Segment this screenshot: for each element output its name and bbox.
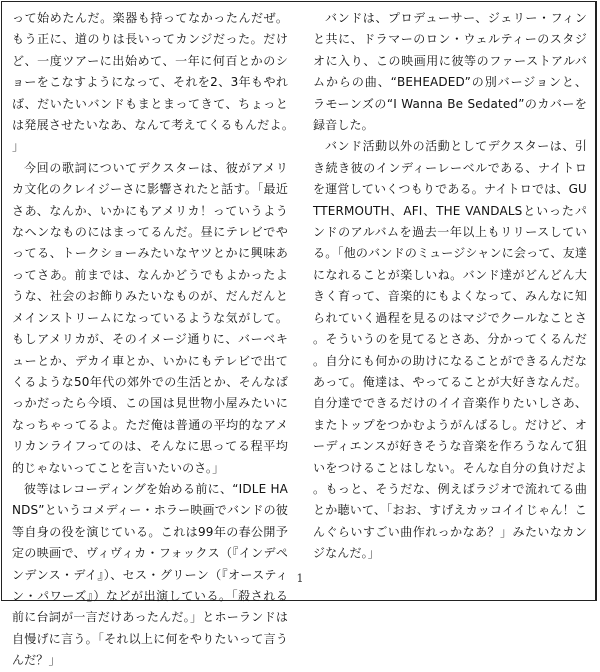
left-paragraph-2: 今回の歌詞についてデクスターは、彼がアメリカ文化のクレイジーさに影響されたと話す。「最近さあ、なんか、いかにもアメリカ！っていうようなヘンなものにはまってるんだ。昼にテレビでやってる、トークショーみたいなヤツとかに興味あってさあ。前までは、なんかどうでもよかったような、社会のお飾りみたいなものが、だんだんとメインストリームになっているような気がして。もしアメリカが、そのイメージ通りに、バーベキューとか、デカイ車とか、いかにもテレビで出てくるような50年代の郊外での生活とか、そんなばっかだったら今頃、この国は見世物小屋みたいになっちゃってるよ。ただ俺は普通の平均的なアメリカンライフってのは、そんなに思ってる程平均的じゃないってことを言いたいのさ。」 xyxy=(12,160,288,475)
left-paragraph-3: 彼等はレコーディングを始める前に、“IDLE HANDS”というコメディー・ホラー映画でバンドの彼等自身の役を演じている。これは99年の春公開予定の映画で、ヴィヴィカ・フォックス（『インデペンデンス・デイ』）、セス・グリーン（『オースティン・パワーズ』）などが出演している。「殺される前に台詞が一言だけあったんだ。」とホーランドは自慢げに言う。「それ以上に何をやりたいって言うんだ？」 xyxy=(12,481,288,668)
left-paragraph-1: って始めたんだ。楽器も持ってなかったんだぜ。もう正に、道のりは長いってカンジだった。だけど、一度ツアーに出始めて、一年に何百とかのショーをこなすようになって、それを2、3年もやれば、だいたいバンドもまとまってきて、ちょっとは発展させたいなあ、なんて考えてくるもんだよ。」 xyxy=(12,11,288,154)
page-number: 1 xyxy=(296,572,304,585)
right-text-column xyxy=(313,8,587,565)
right-paragraph-1: バンドは、プロデューサー、ジェリー・フィンと共に、ドラマーのロン・ウェルティーのスタジオに入り、この映画用に彼等のファーストアルバムからの曲、“BEHEADED”の別バージョンと、ラモーンズの“I Wanna Be Sedated”のカバーを録音した。 xyxy=(313,11,587,133)
right-paragraph-2: バンド活動以外の活動としてデクスターは、引き続き彼のインディーレーベルである、ナイトロを運営していくつもりである。ナイトロでは、GUTTERMOUTH、AFI、THE VANDALSといったパンドのアルバムを過去一年以上もリリースしている。「他のバンドのミュージシャンに会って、友達になれることが楽しいね。バンド達がどんどん大きく育って、音楽的にもよくなって、みんなに知られていく過程を見るのはマジでクールなことさ。そういうのを見てるとさあ、分かってくるんだ。自分にも何かの助けになることができるんだなあって。俺達は、やってることが大好きなんだ。自分達でできるだけのイイ音楽作りたいしさあ、またトップをつかむようがんばるし。だけど、オーディエンスが好きそうな音楽を作ろうなんて狙いをつけることはしない。そんな自分の負けだよ。もっと、そうだな、例えばラジオで流れてる曲とか聴いて、「おお、すげえカッコイイじゃん！こんぐらいすごい曲作れっかなあ？」みたいなカンジなんだ。」 xyxy=(313,139,587,561)
